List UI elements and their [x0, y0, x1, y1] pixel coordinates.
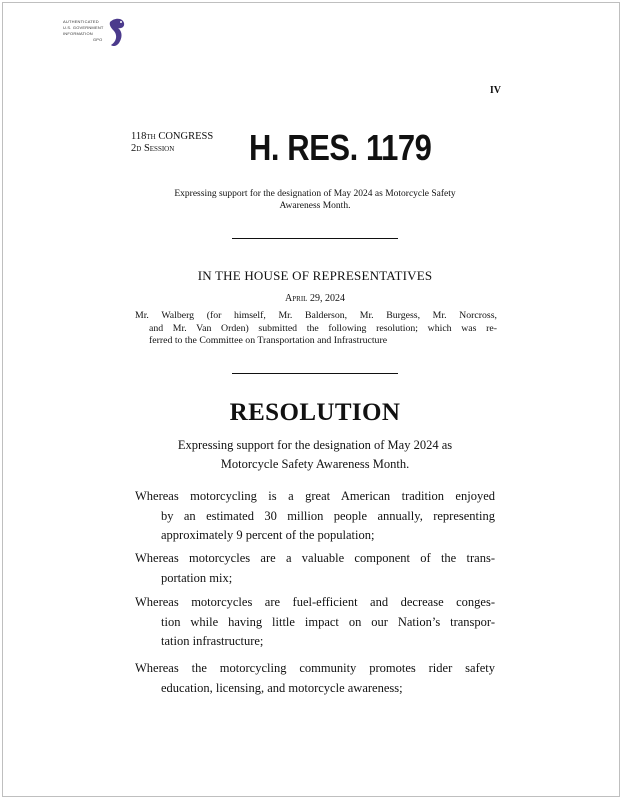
bill-number: H. RES. 1179	[249, 127, 432, 168]
logo-line: GPO	[93, 37, 103, 42]
introduction-text	[135, 310, 497, 348]
document-page	[2, 2, 620, 797]
session-word: Session	[143, 143, 175, 154]
whereas-clause	[135, 659, 495, 698]
logo-line: U.S. GOVERNMENT	[63, 25, 104, 30]
session-line	[131, 143, 241, 155]
eagle-icon	[107, 17, 129, 49]
congress-ordinal-suffix: TH	[146, 133, 156, 141]
intro-line: Mr. Walberg (for himself, Mr. Balderson, Mr. Burgess, Mr. Norcross,	[135, 310, 497, 321]
introduction-date: April 29, 2024	[285, 293, 345, 304]
clause-line: Whereas motorcycles are a valuable component of the trans-	[135, 551, 495, 565]
house-heading: IN THE HOUSE OF REPRESENTATIVES	[197, 268, 433, 283]
congress-number: 118	[131, 131, 147, 142]
logo-line: INFORMATION	[63, 31, 93, 36]
clause-line: approximately 9 percent of the population;	[161, 528, 375, 542]
short-title	[133, 188, 497, 212]
clause-line: education, licensing, and motorcycle awareness;	[161, 680, 403, 695]
short-title-line: Awareness Month.	[279, 201, 351, 211]
clause-line: Whereas motorcycling is a great American tradition enjoyed	[135, 489, 495, 503]
intro-line: ferred to the Committee on Transportation and Infrastructure	[149, 335, 388, 346]
short-title-line: Expressing support for the designation of May 2024 as Motorcycle Safety	[174, 189, 456, 199]
bill-version-code: IV	[489, 85, 501, 96]
clause-line: tion while having little impact on our Nation’s transpor-	[161, 614, 495, 629]
clause-line: portation mix;	[161, 570, 233, 585]
clause-line: Whereas the motorcycling community promotes rider safety	[135, 661, 495, 675]
congress-word: CONGRESS	[158, 131, 214, 142]
whereas-clause	[135, 593, 495, 652]
logo-line: AUTHENTICATED	[63, 19, 99, 24]
whereas-clause	[135, 549, 495, 588]
divider	[232, 238, 398, 239]
session-ordinal-suffix: D	[136, 145, 142, 153]
intro-line: and Mr. Van Orden) submitted the following resolution; which was re-	[149, 322, 497, 334]
purpose-statement	[133, 436, 497, 474]
clause-line: Whereas motorcycles are fuel-efficient and decrease conges-	[135, 595, 495, 609]
gpo-authentication-logo	[63, 17, 133, 51]
clause-line: tation infrastructure;	[161, 634, 264, 648]
congress-line	[131, 131, 241, 143]
session-number: 2	[131, 143, 137, 154]
congress-session-block	[131, 131, 241, 155]
resolution-heading: RESOLUTION	[229, 399, 401, 426]
clause-line: by an estimated 30 million people annually, representing	[161, 508, 495, 523]
purpose-line: Expressing support for the designation of May 2024 as	[177, 438, 453, 452]
whereas-clause	[135, 487, 495, 546]
purpose-line: Motorcycle Safety Awareness Month.	[220, 457, 410, 471]
divider	[232, 373, 398, 374]
